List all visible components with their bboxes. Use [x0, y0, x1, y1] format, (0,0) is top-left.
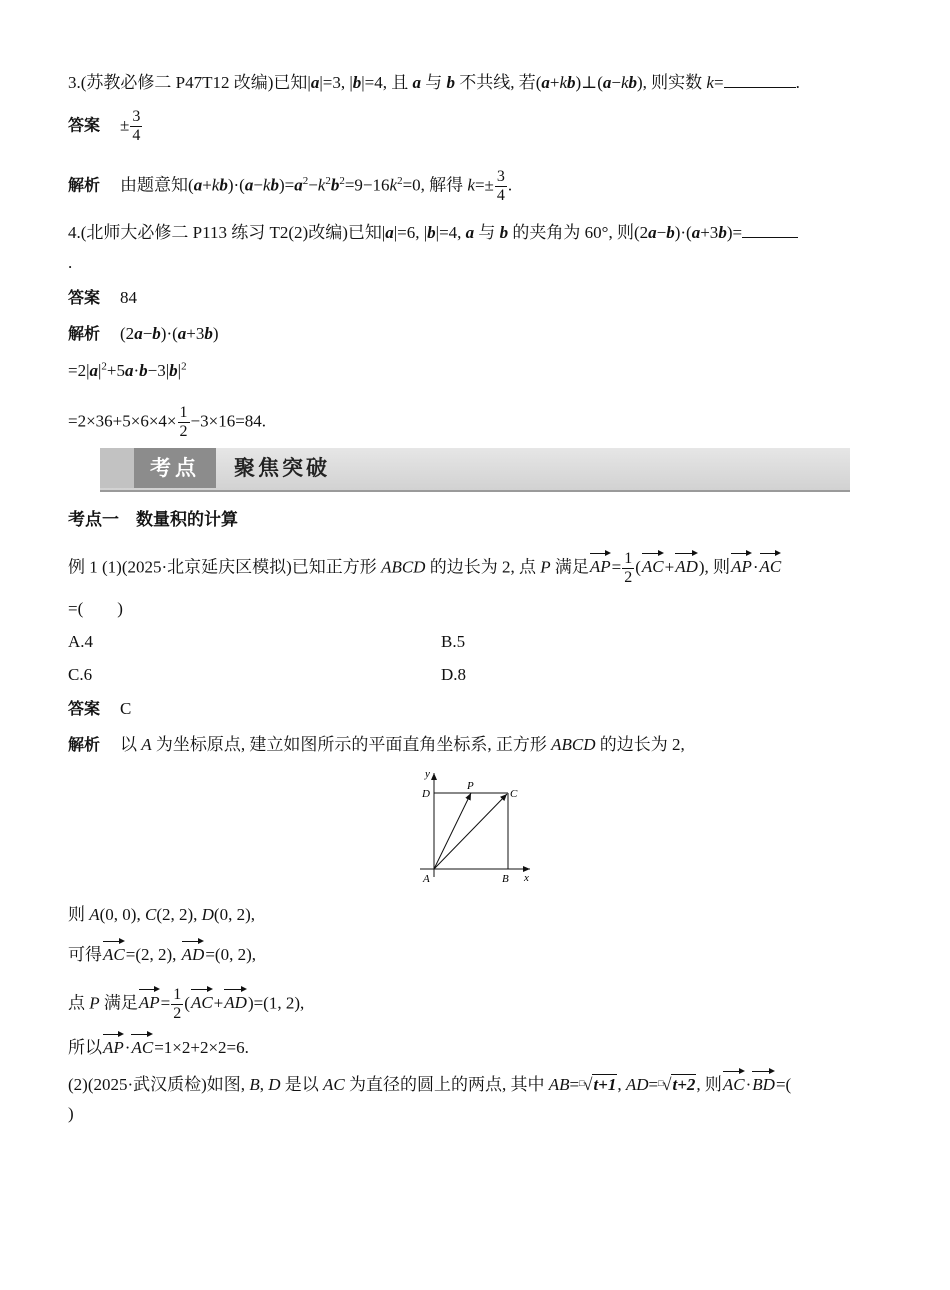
vector-ac — [434, 794, 507, 869]
text: + — [213, 993, 224, 1013]
segment-ac: AC — [322, 1075, 345, 1094]
vector-b: b — [270, 175, 279, 195]
text: = — [611, 557, 622, 577]
square-name: ABCD — [381, 557, 426, 577]
text: 与 — [474, 223, 500, 242]
var-k: k — [389, 175, 398, 195]
denominator: 4 — [496, 187, 505, 204]
label-y: y — [425, 768, 430, 780]
text: =2×36+5×6×4× — [68, 411, 177, 431]
vector: AC — [760, 551, 782, 578]
denominator: 2 — [624, 569, 633, 586]
text: 与 — [420, 73, 447, 92]
vector-ap — [434, 793, 471, 869]
text: = — [713, 73, 724, 92]
denominator: 2 — [179, 423, 188, 440]
text: +3 — [186, 324, 205, 343]
vector: AC — [191, 987, 213, 1014]
option-d: D.8 — [441, 665, 467, 684]
square-name: ABCD — [551, 735, 596, 754]
text: (2 — [120, 324, 135, 343]
vector-a: a — [193, 175, 203, 195]
numerator: 1 — [624, 550, 633, 567]
q3-answer — [68, 108, 143, 145]
text: )=(1, 2), — [247, 993, 305, 1013]
option-b: B.5 — [441, 632, 466, 651]
text: = — [648, 1075, 659, 1094]
vector-a: a — [412, 73, 421, 92]
text: = — [160, 993, 171, 1013]
vector-a: a — [310, 73, 320, 92]
radical: □ √t+1 — [579, 1075, 617, 1094]
section-heading: 考点一 数量积的计算 — [68, 510, 238, 530]
text: ), 则 — [698, 557, 731, 577]
text: 所以 — [68, 1038, 102, 1057]
text: 是以 — [280, 1075, 323, 1094]
text: )⊥( — [575, 73, 603, 92]
text: 不共线, 若( — [454, 73, 542, 92]
numerator: 3 — [496, 168, 505, 185]
vector: BD — [752, 1069, 775, 1096]
vector: AC — [642, 551, 664, 578]
answer-value: 84 — [120, 288, 138, 307]
vector-a: a — [385, 223, 394, 242]
question-3 — [68, 72, 800, 94]
text: + — [202, 175, 212, 195]
text: |=4, — [435, 223, 466, 242]
vector-b: b — [628, 73, 637, 92]
denominator: 4 — [132, 127, 141, 144]
text: 3.(苏教必修二 P47T12 改编)已知| — [68, 73, 311, 92]
text: =2| — [68, 361, 90, 380]
vector-a: a — [89, 361, 98, 380]
ex1-solution-line-4 — [68, 1032, 249, 1059]
superscript: 2 — [181, 360, 187, 373]
label-b: B — [502, 873, 509, 885]
vector-a: a — [602, 73, 612, 92]
vector: AC — [723, 1069, 745, 1096]
vector: AP — [590, 551, 611, 578]
text: ), 则实数 — [637, 73, 707, 92]
numerator: 1 — [179, 404, 188, 421]
point-c: C — [144, 905, 157, 924]
vector-a: a — [691, 223, 701, 242]
text: )·( — [674, 223, 692, 242]
superscript: 2 — [302, 174, 309, 187]
vector-a: a — [125, 361, 134, 380]
vector-a: a — [541, 73, 550, 92]
q4-continuation: . — [68, 253, 73, 272]
q4-answer — [68, 287, 137, 309]
radical: □ √t+2 — [658, 1075, 696, 1094]
text: (0, 2), — [213, 905, 255, 924]
var-k: k — [467, 175, 475, 195]
var-k: k — [317, 175, 326, 195]
label-p: P — [467, 780, 474, 792]
vector: AD — [675, 551, 698, 578]
vector-b: b — [330, 175, 340, 195]
superscript: 2 — [325, 174, 331, 187]
denominator: 2 — [173, 1005, 182, 1022]
text: 为坐标原点, 建立如图所示的平面直角坐标系, 正方形 — [151, 735, 552, 754]
text: . — [507, 175, 513, 195]
example-1-stem — [68, 550, 782, 587]
text: 点 — [68, 993, 90, 1013]
fraction — [178, 404, 190, 441]
vector: AD — [182, 939, 205, 966]
vector-b: b — [219, 175, 228, 195]
text: =( — [775, 1075, 792, 1094]
vector-b: b — [567, 73, 576, 92]
text: |=4, 且 — [361, 73, 413, 92]
ex1-solution-intro — [68, 734, 685, 756]
segment-ab: AB — [548, 1075, 570, 1094]
superscript: 2 — [339, 174, 345, 187]
example-1-part-2 — [68, 1069, 791, 1096]
label-x: x — [524, 872, 529, 884]
ex1-solution-line-1 — [68, 904, 255, 926]
text: . — [795, 73, 800, 92]
text: |=6, | — [393, 223, 428, 242]
q4-solution-line-1 — [68, 323, 219, 345]
text: +5 — [106, 361, 125, 380]
vector-a: a — [177, 324, 187, 343]
text: ( — [184, 993, 190, 1013]
text: 以 — [120, 735, 142, 754]
text: 4.(北师大必修二 P113 练习 T2(2)改编)已知| — [68, 223, 386, 242]
option-a: A.4 — [68, 632, 94, 651]
text: − — [142, 324, 153, 343]
point-b: B — [249, 1075, 260, 1094]
banner-stripe — [100, 448, 134, 488]
text: ) — [212, 324, 219, 343]
solution-label: 解析 — [68, 175, 101, 195]
text: )·( — [160, 324, 178, 343]
vector-b: b — [204, 324, 213, 343]
vector: AP — [103, 1032, 124, 1059]
text: 满足 — [99, 993, 138, 1013]
ex1-solution-line-3 — [68, 986, 304, 1023]
vector-b: b — [427, 223, 436, 242]
fraction — [622, 550, 634, 587]
vector-a: a — [648, 223, 657, 242]
vector-a: a — [294, 175, 303, 195]
banner-title: 聚焦突破 — [234, 456, 330, 480]
ex1-answer — [68, 698, 131, 720]
superscript: 2 — [101, 360, 107, 373]
var-k: k — [706, 73, 714, 92]
text: − — [308, 175, 318, 195]
radicand: t+1 — [593, 1075, 617, 1094]
text: − — [656, 223, 667, 242]
solution-label: 解析 — [68, 735, 101, 754]
text: 则 — [68, 905, 90, 924]
vector: AD — [224, 987, 247, 1014]
vector-a: a — [244, 175, 254, 195]
radicand: t+2 — [672, 1075, 696, 1094]
point-d: D — [201, 905, 214, 924]
text: =(0, 2), — [205, 945, 256, 964]
vector-a: a — [134, 324, 143, 343]
option-c: C.6 — [68, 665, 93, 684]
text: )= — [726, 223, 743, 242]
point-a: A — [141, 735, 152, 754]
numerator: 1 — [173, 986, 182, 1003]
text: 的边长为 2, 点 — [425, 557, 541, 577]
point-a: A — [89, 905, 100, 924]
text: 由题意知( — [120, 175, 194, 195]
text: | — [98, 361, 102, 380]
ex1-solution-line-2 — [68, 939, 256, 966]
text: =(2, 2), — [125, 945, 181, 964]
vector: AC — [103, 939, 125, 966]
answer-label: 答案 — [68, 115, 101, 135]
fraction — [171, 986, 183, 1023]
label-d: D — [422, 788, 430, 800]
vector-b: b — [169, 361, 178, 380]
text: · — [133, 361, 140, 380]
text: )= — [278, 175, 295, 195]
vector-b: b — [152, 324, 161, 343]
vector-a: a — [465, 223, 475, 242]
var-k: k — [559, 73, 568, 92]
fraction — [130, 108, 142, 145]
text: 满足 — [550, 557, 589, 577]
label-a: A — [423, 873, 430, 885]
numerator: 3 — [132, 108, 141, 125]
q3-solution — [68, 168, 512, 205]
text: · — [745, 1075, 752, 1094]
var-k: k — [620, 73, 629, 92]
text: 的夹角为 60°, 则(2 — [508, 223, 649, 242]
answer-blank — [724, 73, 796, 88]
coordinate-figure — [410, 765, 540, 887]
point-p: P — [89, 993, 100, 1013]
answer-label: 答案 — [68, 699, 101, 718]
answer-value: C — [120, 699, 132, 718]
var-k: k — [211, 175, 220, 195]
text: ± — [120, 115, 130, 135]
text: |=3, | — [319, 73, 353, 92]
text: ( — [635, 557, 641, 577]
text: − — [253, 175, 263, 195]
text: + — [664, 557, 675, 577]
text: (2, 2), — [156, 905, 202, 924]
text: =9−16 — [344, 175, 390, 195]
vector-b: b — [352, 73, 362, 92]
fraction — [495, 168, 507, 205]
label-c: C — [510, 788, 518, 800]
text: =± — [474, 175, 494, 195]
example-1-part-2-paren: ) — [68, 1104, 74, 1123]
text: 可得 — [68, 945, 102, 964]
text: + — [549, 73, 560, 92]
vector-b: b — [718, 223, 727, 242]
vector: AP — [731, 551, 752, 578]
text: , — [259, 1075, 269, 1094]
answer-label: 答案 — [68, 288, 101, 307]
point-d: D — [268, 1075, 281, 1094]
text: (2)(2025·武汉质检)如图, — [68, 1075, 250, 1094]
q4-solution-line-2 — [68, 360, 187, 382]
vector: AP — [139, 987, 160, 1014]
text: −3×16=84. — [190, 411, 267, 431]
text: , — [617, 1075, 626, 1094]
text: 例 1 (1)(2025·北京延庆区模拟)已知正方形 — [68, 557, 382, 577]
text: · — [752, 557, 759, 577]
segment-ad: AD — [625, 1075, 649, 1094]
text: | — [177, 361, 182, 380]
point-p: P — [540, 557, 551, 577]
vector-b: b — [139, 361, 148, 380]
vector-b: b — [499, 223, 509, 242]
text: +3 — [700, 223, 719, 242]
q4-solution-line-3 — [68, 404, 266, 441]
question-4 — [68, 222, 798, 244]
text: =0, 解得 — [402, 175, 468, 195]
banner-tag: 考点 — [134, 448, 216, 488]
vector-b: b — [446, 73, 455, 92]
solution-label: 解析 — [68, 324, 101, 343]
example-1-paren: =( ) — [68, 599, 123, 618]
text: 为直径的圆上的两点, 其中 — [344, 1075, 549, 1094]
answer-blank — [742, 223, 798, 238]
var-k: k — [262, 175, 271, 195]
text: − — [611, 73, 621, 92]
text: = — [569, 1075, 580, 1094]
text: 的边长为 2, — [595, 735, 685, 754]
text: =1×2+2×2=6. — [154, 1038, 249, 1057]
vector-b: b — [666, 223, 675, 242]
vector: AC — [131, 1032, 153, 1059]
text: (0, 0), — [99, 905, 145, 924]
section-banner — [100, 448, 850, 492]
superscript: 2 — [397, 174, 403, 187]
text: , 则 — [696, 1075, 722, 1094]
text: · — [124, 1038, 131, 1057]
text: −3| — [147, 361, 170, 380]
text: )·( — [227, 175, 245, 195]
